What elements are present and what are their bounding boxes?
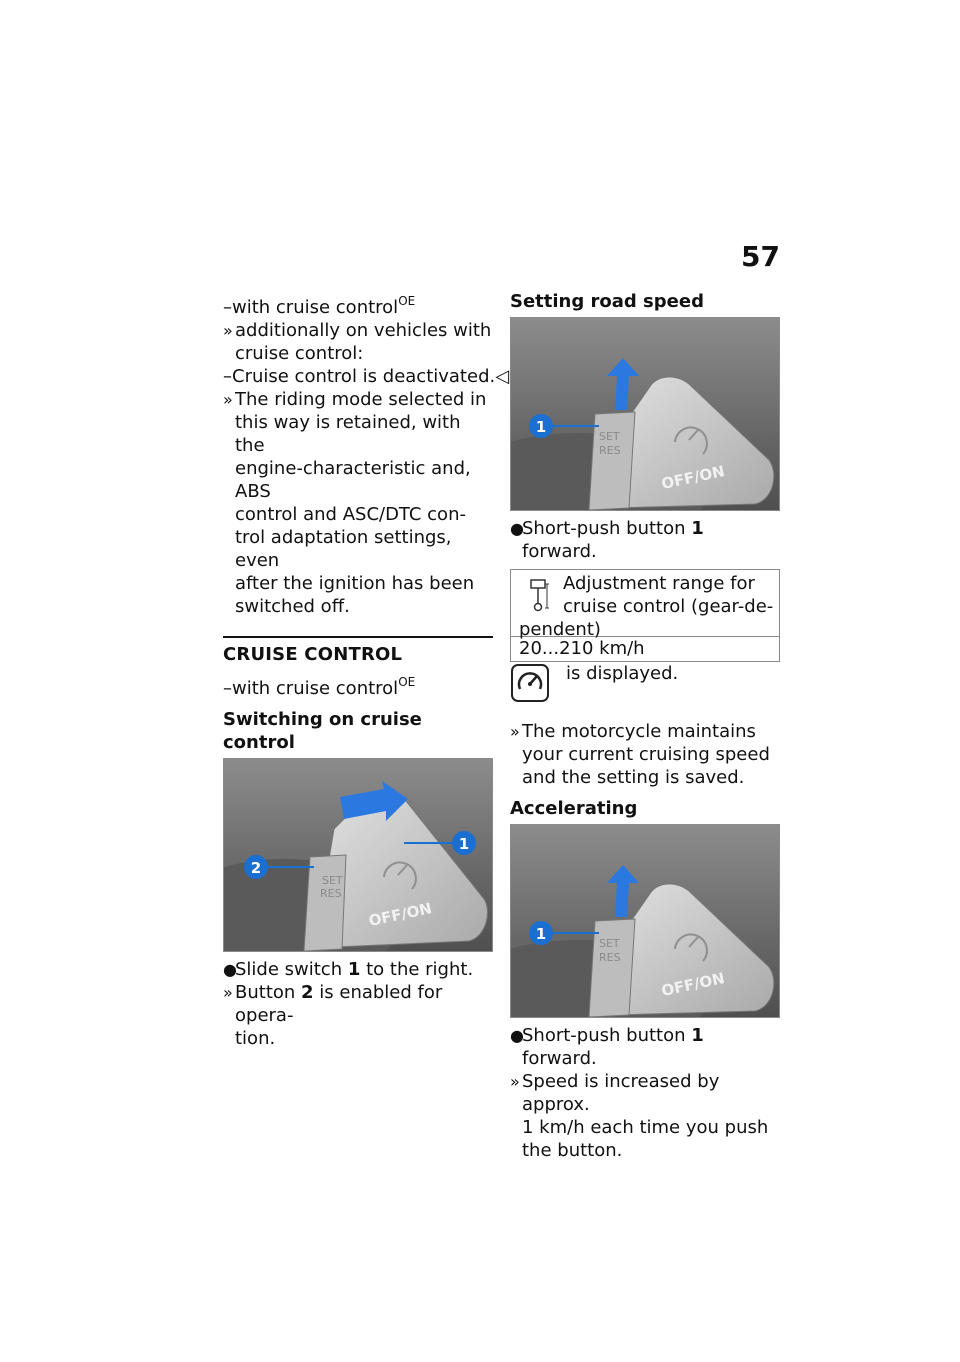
result-item: » additionally on vehicles with cruise control: [223,320,492,364]
cruise-switch-figure-set [510,317,780,511]
double-chevron-icon: » [223,983,233,1002]
double-chevron-icon: » [510,1072,520,1091]
instruction-item: ● Short-push button 1 forward. [510,1025,704,1069]
svg-text:SET: SET [599,430,620,443]
svg-text:OFF/ON: OFF/ON [659,969,727,1000]
display-indicator-row: is displayed. [510,662,780,708]
result-item: » Button 2 is enabled for opera- tion. [223,982,443,1049]
result-item: » Speed is increased by approx. 1 km/h each time you push the button. [510,1071,769,1161]
cruise-switch-figure-left [223,758,493,952]
svg-text:RES: RES [599,444,621,457]
intro-dash-line: –with cruise control$^{OE}$ [223,294,416,318]
cruise-control-icon [510,663,550,703]
double-chevron-icon: » [223,390,233,409]
instruction-item: ● Slide switch 1 to the right. [223,959,474,980]
svg-text:SET: SET [599,937,620,950]
callout-2: 2 [250,859,262,877]
section-rule [223,636,493,700]
callout-1: 1 [458,835,470,853]
svg-text:OFF/ON: OFF/ON [659,462,727,493]
spec-description: Adjustment range for cruise control (gear-de- pendent) [511,570,779,637]
result-item: » The motorcycle maintains your current cruising speed and the setting is saved. [510,721,770,788]
cruise-switch-figure-accelerate [510,824,780,1018]
heading-accelerating: Accelerating [510,798,638,819]
deactivated-line: –Cruise control is deactivated.◁ [223,366,510,387]
heading-setting-road-speed: Setting road speed [510,291,704,312]
optional-equipment-mark: OE [398,294,416,308]
left-column [223,290,510,1050]
spec-value: 20...210 km/h [519,638,645,659]
svg-text:RES: RES [599,951,621,964]
bullet-dot-icon: ● [510,1026,524,1045]
end-triangle-icon: ◁ [495,366,510,387]
instruction-item: ● Short-push button 1 forward. [510,518,704,562]
bullet-dot-icon: ● [223,960,237,979]
page-number: 57 [741,240,780,273]
section-title: CRUISE CONTROL [223,644,403,665]
right-column [510,290,780,1162]
double-chevron-icon: » [510,722,520,741]
bullet-dot-icon: ● [510,519,524,538]
section-dash-line: –with cruise control$^{OE}$ [223,675,416,699]
svg-text:1: 1 [535,418,547,436]
result-item: » The riding mode selected in this way is retained, with the engine-characteristic and, ABS control and ASC/DTC con- trol adaptation settings, even after the ignition has been switched off. [223,389,487,617]
double-chevron-icon: » [223,321,233,340]
spec-table [510,569,780,662]
svg-text:1: 1 [535,925,547,943]
res-label: RES [320,887,342,900]
sub-heading: Switching on cruise control [223,709,422,753]
set-label: SET [322,874,343,887]
offon-label: OFF/ON [367,899,434,931]
wrench-icon [525,578,551,612]
